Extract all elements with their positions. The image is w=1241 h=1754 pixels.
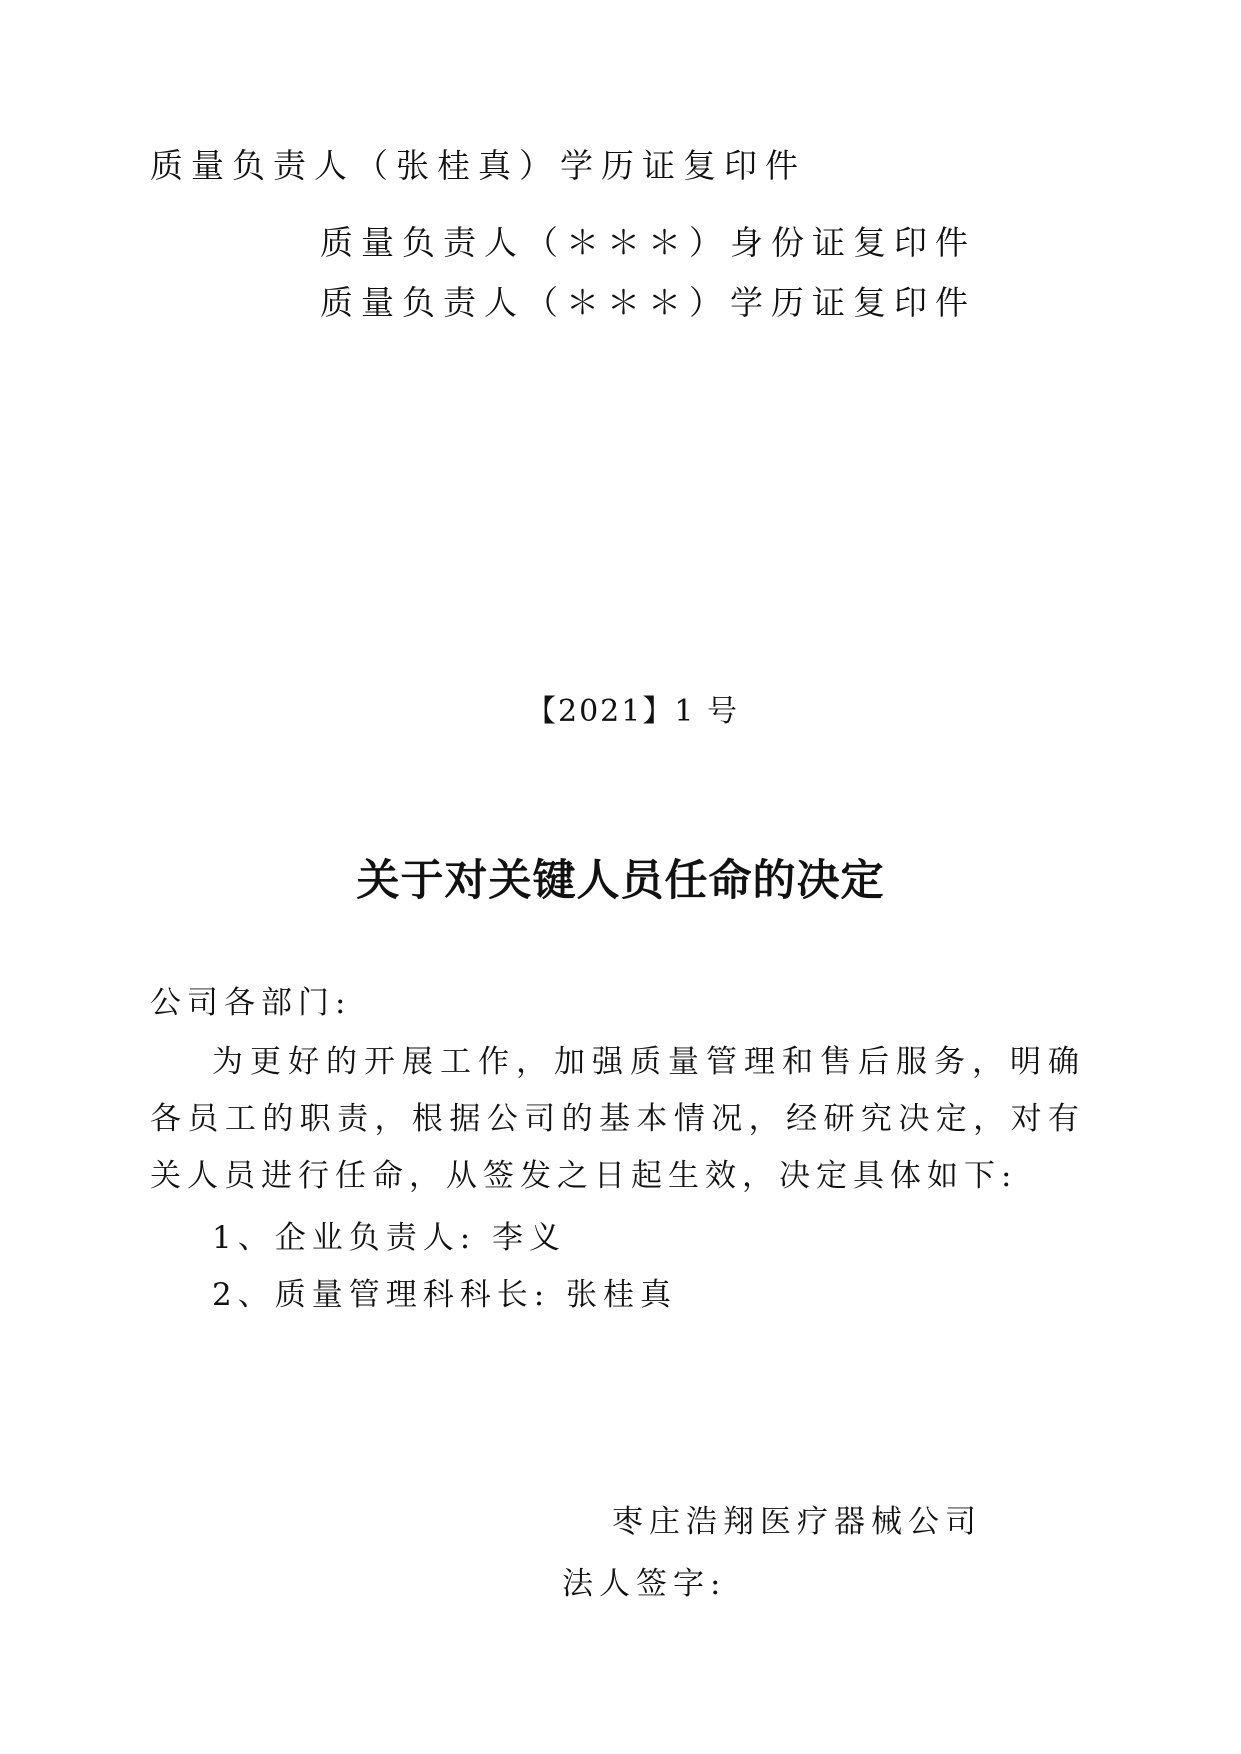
salutation: 公司各部门:: [150, 985, 352, 1021]
body-paragraph: 为更好的开展工作，加强质量管理和售后服务，明确各员工的职责，根据公司的基本情况，经研究决定，对有关人员进行任命，从签发之日起生效，决定具体如下:: [150, 1044, 1085, 1194]
attachment-line-2: 质量负责人（＊＊＊）身份证复印件: [320, 223, 976, 262]
document-title: 关于对关键人员任命的决定: [356, 856, 885, 906]
company-name: 枣庄浩翔医疗器械公司: [612, 1504, 982, 1540]
list-item-1: 1、企业负责人: 李义: [212, 1220, 567, 1256]
list-item-2: 2、质量管理科科长: 张桂真: [212, 1277, 678, 1313]
document-number: 【2021】1 号: [526, 694, 739, 729]
signature-label: 法人签字:: [562, 1566, 727, 1602]
attachment-line-1: 质量负责人（张桂真）学历证复印件: [150, 146, 806, 185]
attachment-line-3: 质量负责人（＊＊＊）学历证复印件: [320, 283, 976, 322]
